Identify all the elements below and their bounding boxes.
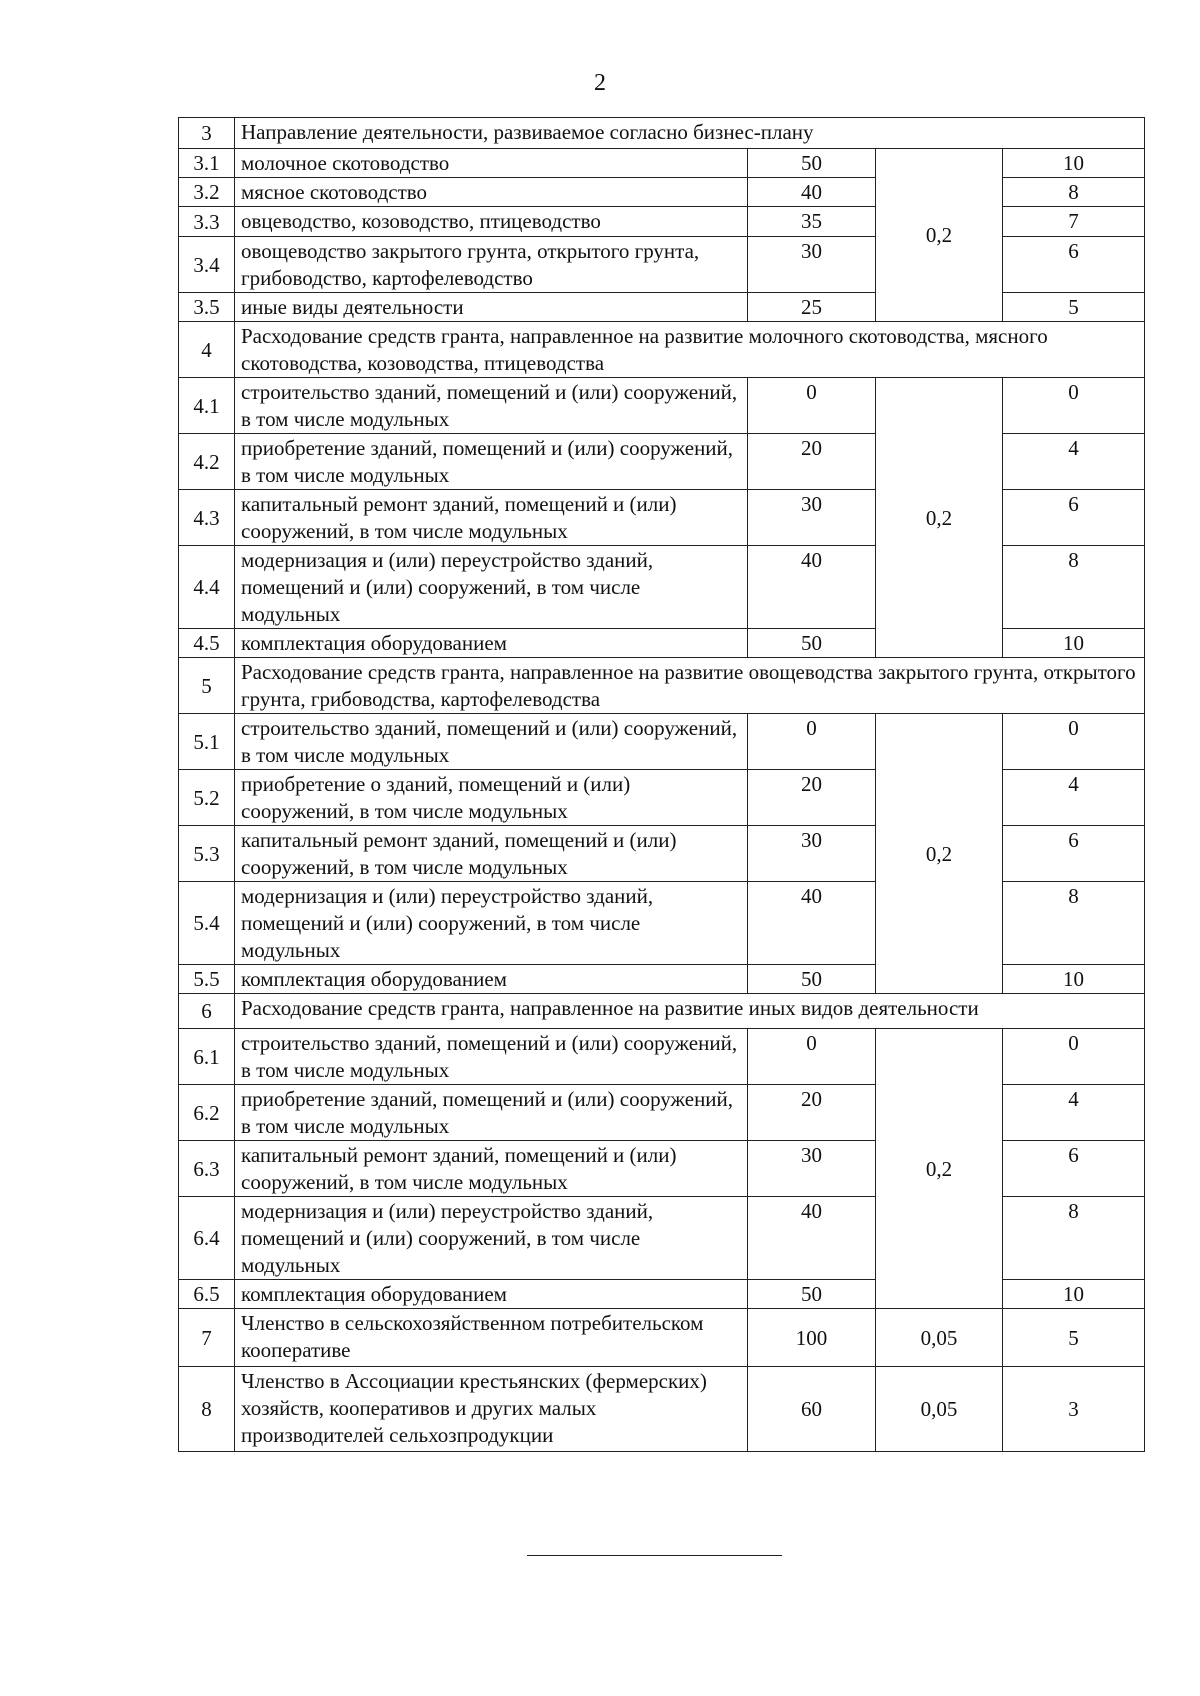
row-criterion: Членство в Ассоциации крестьянских (фермерских) хозяйств, кооперативов и других малых производителей сельхозпродукции — [235, 1367, 748, 1452]
row-number: 5.2 — [179, 770, 235, 826]
row-score: 7 — [1003, 207, 1145, 237]
row-score: 5 — [1003, 1309, 1145, 1367]
row-points: 40 — [748, 1197, 876, 1280]
row-number: 8 — [179, 1367, 235, 1452]
row-score: 4 — [1003, 770, 1145, 826]
row-points: 20 — [748, 1085, 876, 1141]
row-number: 3.3 — [179, 207, 235, 237]
row-criterion: модернизация и (или) переустройство зданий, помещений и (или) сооружений, в том числе модульных — [235, 1197, 748, 1280]
row-points: 35 — [748, 207, 876, 237]
section-coefficient: 0,2 — [876, 714, 1003, 994]
section-number: 6 — [179, 994, 235, 1029]
table-row — [179, 1029, 1145, 1085]
row-points: 50 — [748, 965, 876, 994]
row-criterion: комплектация оборудованием — [235, 965, 748, 994]
table-row — [179, 149, 1145, 178]
section-title: Расходование средств гранта, направленное на развитие молочного скотоводства, мясного скотоводства, козоводства, птицеводства — [235, 322, 1145, 378]
row-points: 50 — [748, 149, 876, 178]
row-score: 10 — [1003, 149, 1145, 178]
row-criterion: модернизация и (или) переустройство зданий, помещений и (или) сооружений, в том числе модульных — [235, 546, 748, 629]
row-points: 40 — [748, 546, 876, 629]
row-criterion: капитальный ремонт зданий, помещений и (или) сооружений, в том числе модульных — [235, 826, 748, 882]
row-criterion: приобретение зданий, помещений и (или) сооружений, в том числе модульных — [235, 434, 748, 490]
row-number: 4.2 — [179, 434, 235, 490]
row-score: 0 — [1003, 378, 1145, 434]
row-criterion: модернизация и (или) переустройство зданий, помещений и (или) сооружений, в том числе модульных — [235, 882, 748, 965]
row-criterion: капитальный ремонт зданий, помещений и (или) сооружений, в том числе модульных — [235, 490, 748, 546]
row-points: 25 — [748, 293, 876, 322]
row-number: 3.4 — [179, 237, 235, 293]
row-number: 3.1 — [179, 149, 235, 178]
page-number: 2 — [594, 70, 606, 96]
row-number: 7 — [179, 1309, 235, 1367]
end-separator-line — [527, 1555, 782, 1556]
section-coefficient: 0,2 — [876, 378, 1003, 658]
row-score: 6 — [1003, 237, 1145, 293]
row-number: 4.5 — [179, 629, 235, 658]
section-number: 5 — [179, 658, 235, 714]
row-points: 40 — [748, 882, 876, 965]
section-coefficient: 0,2 — [876, 149, 1003, 322]
section-number: 4 — [179, 322, 235, 378]
row-score: 10 — [1003, 965, 1145, 994]
row-points: 100 — [748, 1309, 876, 1367]
row-points: 0 — [748, 378, 876, 434]
row-points: 50 — [748, 1280, 876, 1309]
row-coefficient: 0,05 — [876, 1309, 1003, 1367]
row-criterion: приобретение зданий, помещений и (или) сооружений, в том числе модульных — [235, 1085, 748, 1141]
row-number: 6.5 — [179, 1280, 235, 1309]
row-number: 6.2 — [179, 1085, 235, 1141]
row-number: 6.1 — [179, 1029, 235, 1085]
row-score: 4 — [1003, 1085, 1145, 1141]
row-number: 6.3 — [179, 1141, 235, 1197]
table-row — [179, 714, 1145, 770]
row-number: 5.3 — [179, 826, 235, 882]
row-points: 40 — [748, 178, 876, 207]
row-points: 30 — [748, 1141, 876, 1197]
row-score: 10 — [1003, 1280, 1145, 1309]
row-score: 10 — [1003, 629, 1145, 658]
criteria-table — [178, 117, 1145, 1452]
section-header-row — [179, 658, 1145, 714]
row-number: 4.4 — [179, 546, 235, 629]
row-number: 5.1 — [179, 714, 235, 770]
section-header-row — [179, 118, 1145, 149]
row-points: 30 — [748, 826, 876, 882]
row-score: 6 — [1003, 1141, 1145, 1197]
row-criterion: овцеводство, козоводство, птицеводство — [235, 207, 748, 237]
row-criterion: иные виды деятельности — [235, 293, 748, 322]
section-coefficient: 0,2 — [876, 1029, 1003, 1309]
row-score: 4 — [1003, 434, 1145, 490]
row-number: 3.2 — [179, 178, 235, 207]
row-criterion: приобретение о зданий, помещений и (или) сооружений, в том числе модульных — [235, 770, 748, 826]
row-score: 3 — [1003, 1367, 1145, 1452]
row-points: 20 — [748, 770, 876, 826]
row-score: 8 — [1003, 178, 1145, 207]
row-criterion: капитальный ремонт зданий, помещений и (или) сооружений, в том числе модульных — [235, 1141, 748, 1197]
table-row — [179, 1309, 1145, 1367]
row-score: 5 — [1003, 293, 1145, 322]
table-row — [179, 378, 1145, 434]
row-coefficient: 0,05 — [876, 1367, 1003, 1452]
section-header-row — [179, 322, 1145, 378]
row-points: 50 — [748, 629, 876, 658]
row-number: 5.4 — [179, 882, 235, 965]
section-title: Расходование средств гранта, направленное на развитие иных видов деятельности — [235, 994, 1145, 1029]
row-criterion: мясное скотоводство — [235, 178, 748, 207]
row-criterion: комплектация оборудованием — [235, 629, 748, 658]
row-criterion: строительство зданий, помещений и (или) сооружений, в том числе модульных — [235, 378, 748, 434]
section-header-row — [179, 994, 1145, 1029]
table-row — [179, 1367, 1145, 1452]
row-criterion: строительство зданий, помещений и (или) сооружений, в том числе модульных — [235, 714, 748, 770]
row-criterion: комплектация оборудованием — [235, 1280, 748, 1309]
row-criterion: молочное скотоводство — [235, 149, 748, 178]
row-points: 20 — [748, 434, 876, 490]
row-points: 30 — [748, 490, 876, 546]
criteria-table-body — [179, 118, 1145, 1452]
row-number: 6.4 — [179, 1197, 235, 1280]
section-title: Расходование средств гранта, направленное на развитие овощеводства закрытого грунта, открытого грунта, грибоводства, картофелеводства — [235, 658, 1145, 714]
row-number: 4.3 — [179, 490, 235, 546]
row-score: 6 — [1003, 490, 1145, 546]
row-points: 0 — [748, 1029, 876, 1085]
row-criterion: строительство зданий, помещений и (или) сооружений, в том числе модульных — [235, 1029, 748, 1085]
row-score: 8 — [1003, 546, 1145, 629]
row-points: 60 — [748, 1367, 876, 1452]
row-score: 8 — [1003, 1197, 1145, 1280]
row-criterion: Членство в сельскохозяйственном потребительском кооперативе — [235, 1309, 748, 1367]
row-score: 0 — [1003, 1029, 1145, 1085]
section-number: 3 — [179, 118, 235, 149]
row-score: 0 — [1003, 714, 1145, 770]
row-points: 0 — [748, 714, 876, 770]
row-number: 3.5 — [179, 293, 235, 322]
row-score: 6 — [1003, 826, 1145, 882]
row-number: 5.5 — [179, 965, 235, 994]
section-title: Направление деятельности, развиваемое согласно бизнес-плану — [235, 118, 1145, 149]
row-score: 8 — [1003, 882, 1145, 965]
row-number: 4.1 — [179, 378, 235, 434]
row-points: 30 — [748, 237, 876, 293]
row-criterion: овощеводство закрытого грунта, открытого грунта, грибоводство, картофелеводство — [235, 237, 748, 293]
